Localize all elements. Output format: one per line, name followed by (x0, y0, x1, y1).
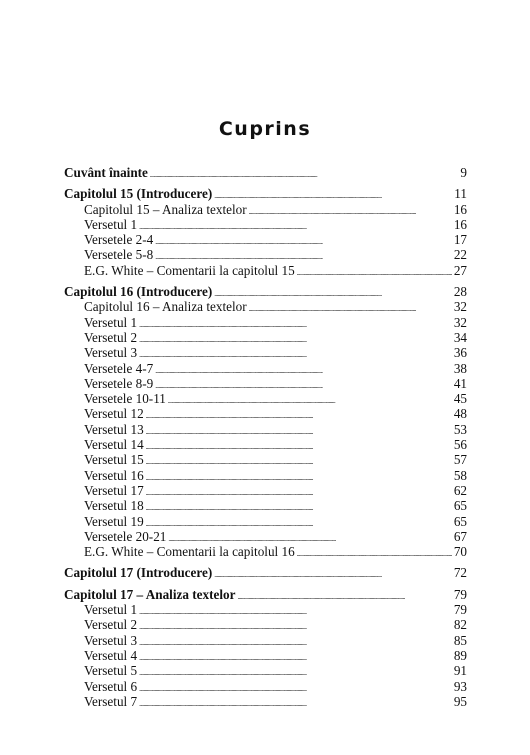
toc-entry-label: Versetul 1 (84, 216, 138, 232)
dot-leader (150, 165, 459, 183)
toc-entry-page-number: 62 (453, 482, 467, 498)
toc-entry-label: Capitolul 16 – Analiza textelor (84, 299, 247, 315)
toc-entry-page-number: 82 (453, 617, 467, 633)
toc-entry-page-number: 85 (453, 632, 467, 648)
toc-entry-page-number: 56 (453, 437, 467, 453)
toc-entry-page-number: 32 (453, 299, 467, 315)
toc-entry-page-number: 27 (453, 262, 467, 278)
toc-entry-page-number: 16 (453, 201, 467, 217)
toc-entry-page-number: 79 (453, 586, 467, 602)
dot-leader (297, 263, 452, 281)
toc-entry-page-number: 93 (453, 678, 467, 694)
toc-entry-label: Capitolul 16 (Introducere) (64, 284, 213, 300)
toc-entry-label: Versetul 5 (84, 663, 138, 679)
toc-entry-page-number: 17 (453, 232, 467, 248)
toc-entry-label: Capitolul 17 (Introducere) (64, 565, 213, 581)
toc-entry-page-number: 38 (453, 360, 467, 376)
toc-entry (64, 422, 467, 437)
toc-entry-page-number: 57 (453, 452, 467, 468)
table-of-contents (64, 165, 467, 709)
page-title: Cuprins (218, 118, 312, 140)
toc-entry (64, 391, 467, 406)
toc-entry-label: Versetul 18 (84, 498, 144, 514)
toc-entry-page-number: 34 (453, 329, 467, 345)
toc-entry-label: Versetele 2-4 (84, 232, 154, 248)
toc-entry (64, 202, 467, 217)
toc-entry (64, 263, 467, 278)
toc-entry (64, 361, 467, 376)
toc-entry (64, 299, 467, 314)
toc-entry-label: Capitolul 17 – Analiza textelor (64, 586, 236, 602)
toc-entry-page-number: 72 (453, 565, 467, 581)
toc-entry (64, 284, 467, 299)
toc-entry (64, 633, 467, 648)
dot-leader (139, 694, 452, 712)
toc-entry-label: E.G. White – Comentarii la capitolul 15 (84, 262, 295, 278)
toc-entry-label: Capitolul 15 – Analiza textelor (84, 201, 247, 217)
toc-entry (64, 617, 467, 632)
toc-entry-page-number: 41 (453, 375, 467, 391)
toc-entry (64, 565, 467, 580)
toc-entry (64, 498, 467, 513)
toc-entry-page-number: 48 (453, 406, 467, 422)
toc-entry-label: Versetul 17 (84, 482, 144, 498)
toc-entry-page-number: 11 (454, 186, 467, 202)
toc-entry (64, 529, 467, 544)
toc-entry-label: Versetele 5-8 (84, 247, 154, 263)
dot-leader (297, 544, 452, 562)
toc-entry-label: Versetul 1 (84, 314, 138, 330)
toc-entry-label: Versetele 8-9 (84, 375, 154, 391)
toc-entry (64, 330, 467, 345)
toc-entry-label: Versetele 4-7 (84, 360, 154, 376)
toc-entry (64, 514, 467, 529)
toc-entry-page-number: 95 (453, 693, 467, 709)
toc-entry-label: Versetul 2 (84, 617, 138, 633)
toc-entry (64, 694, 467, 709)
toc-entry-label: E.G. White – Comentarii la capitolul 16 (84, 544, 295, 560)
toc-entry-label: Versetul 3 (84, 345, 138, 361)
toc-entry (64, 483, 467, 498)
toc-entry-label: Versetul 16 (84, 467, 144, 483)
toc-entry-page-number: 70 (453, 544, 467, 560)
toc-entry (64, 247, 467, 262)
toc-entry-label: Versetul 2 (84, 329, 138, 345)
toc-entry-label: Versetul 14 (84, 437, 144, 453)
toc-entry-page-number: 53 (453, 421, 467, 437)
toc-entry-page-number: 9 (460, 165, 467, 180)
toc-entry (64, 315, 467, 330)
toc-entry (64, 437, 467, 452)
toc-entry (64, 217, 467, 232)
toc-entry (64, 544, 467, 559)
toc-entry (64, 587, 467, 602)
toc-entry (64, 679, 467, 694)
toc-entry (64, 232, 467, 247)
toc-entry (64, 186, 467, 201)
toc-entry-label: Versetul 12 (84, 406, 144, 422)
toc-entry-page-number: 65 (453, 498, 467, 514)
toc-entry (64, 376, 467, 391)
toc-entry-label: Versetul 4 (84, 647, 138, 663)
toc-entry (64, 648, 467, 663)
toc-entry-label: Versetul 3 (84, 632, 138, 648)
toc-entry (64, 663, 467, 678)
toc-entry-label: Versetul 13 (84, 421, 144, 437)
toc-entry-page-number: 79 (453, 602, 467, 618)
toc-entry-label: Cuvânt înainte (64, 165, 148, 180)
toc-entry-page-number: 89 (453, 647, 467, 663)
toc-entry-page-number: 91 (453, 663, 467, 679)
toc-entry-page-number: 65 (453, 513, 467, 529)
toc-entry-page-number: 28 (453, 284, 467, 300)
toc-entry-label: Versetul 15 (84, 452, 144, 468)
toc-entry-label: Capitolul 15 (Introducere) (64, 186, 213, 202)
toc-entry-page-number: 36 (453, 345, 467, 361)
toc-entry-page-number: 67 (453, 528, 467, 544)
toc-entry-page-number: 22 (453, 247, 467, 263)
dot-leader (214, 565, 452, 583)
toc-entry (64, 345, 467, 360)
toc-entry-label: Versetul 6 (84, 678, 138, 694)
toc-entry (64, 406, 467, 421)
toc-entry-page-number: 16 (453, 216, 467, 232)
toc-entry-label: Versetul 1 (84, 602, 138, 618)
toc-entry-label: Versetul 7 (84, 693, 138, 709)
toc-entry-page-number: 45 (453, 391, 467, 407)
toc-entry-page-number: 32 (453, 314, 467, 330)
toc-entry-label: Versetul 19 (84, 513, 144, 529)
toc-entry-page-number: 58 (453, 467, 467, 483)
toc-entry (64, 452, 467, 467)
toc-entry (64, 165, 467, 180)
toc-entry (64, 602, 467, 617)
toc-entry-label: Versetele 10-11 (84, 391, 166, 407)
toc-entry-label: Versetele 20-21 (84, 528, 167, 544)
toc-entry (64, 468, 467, 483)
